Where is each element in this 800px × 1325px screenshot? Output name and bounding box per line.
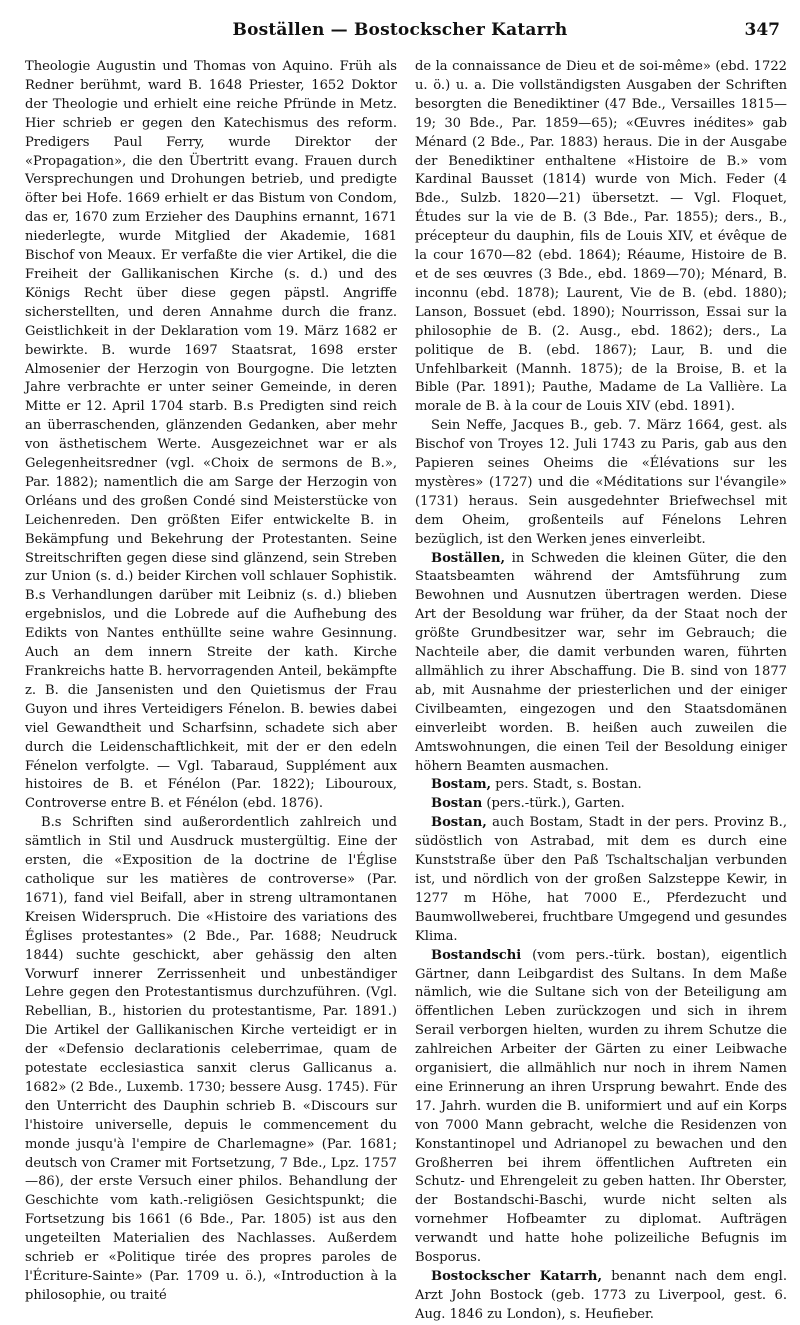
entry-headword: Bostan xyxy=(431,796,483,812)
entry-headword: Bostandschi xyxy=(431,947,522,963)
entry-bostaellen xyxy=(415,550,787,777)
entry-text: in Schweden die kleinen Güter, die den Staatsbeamten während der Amtsführung zum Bewohnen und Ausnutzen übertragen werden. Diese Art der Besoldung war früher, da der Staat noch der größte Grundbesitzer war, sehr im Gebrauch; die Nachteile aber, die damit verbunden waren, führten allmählich zu ihrer Abschaffung. Die B. sind von 1877 ab, mit Ausnahme der priesterlichen und der einiger Civilbeamten, eingezogen und den Staatsdomänen einverleibt worden. B. heißen auch zuweilen die Amtswohnungen, die einen Teil der Besoldung einiger höhern Beamten ausmachen. xyxy=(415,550,787,774)
entry-text: benannt nach dem engl. Arzt John Bostock (geb. 1773 zu Liverpool, gest. 6. Aug. 1846 zu London), s. Heufieber. xyxy=(415,1269,787,1322)
entry-headword: Bostockscher Katarrh, xyxy=(431,1269,603,1284)
paragraph-bossuet-biography: Theologie Augustin und Thomas von Aquino. Früh als Redner berühmt, ward B. 1648 Priester, 1652 Doktor der Theologie und erhielt eine reiche Pfründe in Metz. Hier schrieb er gegen den Katechismus des reform. Predigers Paul Ferry, wurde Direktor der «Propagation», die den Übertritt evang. Frauen durch Versprechungen und Drohungen betrieb, und predigte öfter bei Hofe. 1669 erhielt er das Bistum von Condom, das er, 1670 zum Erzieher des Dauphins ernannt, 1671 niederlegte, wurde Mitglied der Akademie, 1681 Bischof von Meaux. Er verfaßte die vier Artikel, die die Freiheit der Gallikanischen Kirche (s. d.) und des Königs Recht über diese gegen päpstl. Angriffe sicherstellten, und deren Annahme durch die franz. Geistlichkeit in der Deklaration vom 19. März 1682 er bewirkte. B. wurde 1697 Staatsrat, 1698 erster Almosenier der Herzogin von Bourgogne. Die letzten Jahre verbrachte er unter seiner Gemeinde, in deren Mitte er 12. April 1704 starb. B.s Predigten sind reich an überraschenden, glänzenden Gedanken, aber mehr von ästhetischem Werte. Ausgezeichnet war er als Gelegenheitsredner (vgl. «Choix de sermons de B.», Par. 1882); namentlich die am Sarge der Herzogin von Orléans und des großen Condé sind Meisterstücke von Leichenreden. Den größten Eifer entwickelte B. in Bekämpfung und Bekehrung der Protestanten. Seine Streitschriften gegen diese sind glänzend, sein Streben zur Union (s. d.) beider Kirchen voll schlauer Sophistik. B.s Verhandlungen darüber mit Leibniz (s. d.) blieben ergebnislos, und die Lobrede auf die Aufhebung des Edikts von Nantes enthüllte seine wahre Gesinnung. Auch an dem innern Streite der kath. Kirche Frankreichs hatte B. hervorragenden Anteil, bekämpfte z. B. die Jansenisten und den Quietismus der Frau Guyon und ihres Verteidigers Fénelon. B. bewies dabei viel Gewandtheit und Scharfsinn, schadete sich aber durch die Leidenschaftlichkeit, mit der er den edeln Fénelon verfolgte. — Vgl. Tabaraud, Supplément aux histoires de B. et Fénélon (Par. 1822); Libouroux, Controverse entre B. et Fénélon (ebd. 1876). xyxy=(25,59,397,812)
entry-headword: Boställen, xyxy=(431,550,506,566)
entry-bostandschi xyxy=(415,947,787,1268)
right-column xyxy=(415,58,787,1322)
entry-text: auch Bostam, Stadt in der pers. Provinz B., südöstlich von Astrabad, mit dem es durch eine Kunststraße über den Paß Tschaltschaljan verbunden ist, und nördlich von der großen Salzsteppe Kewir, in 1277 m Höhe, hat 7000 E., Pferdezucht und Baumwollweberei, fruchtbare Umgegend und gesundes Klima. xyxy=(415,815,787,944)
paragraph-bossuet-writings: B.s Schriften sind außerordentlich zahlreich und sämtlich in Stil und Ausdruck mustergültig. Eine der ersten, die «Exposition de la doctrine de l'Église catholique sur les matières de controverse» (Par. 1671), fand viel Beifall, aber in streng ultramontanen Kreisen Widerspruch. Die «Histoire des variations des Églises protestantes» (2 Bde., Par. 1688; Neudruck 1844) suchte geschickt, aber gehässig den alten Vorwurf innerer Zerrissenheit und unbeständiger Lehre gegen den Protestantismus durchzuführen. (Vgl. Rebellian, B., historien du protestantisme, Par. 1891.) Die Artikel der Gallikanischen Kirche verteidigt er in der «Defensio declarationis celeberrimae, quam de potestate ecclesiastica sanxit clerus Gallicanus a. 1682» (2 Bde., Luxemb. 1730; bessere Ausg. 1745). Für den Unterricht des Dauphin schrieb B. «Discours sur l'histoire universelle, depuis le commencement du monde jusqu'à l'empire de Charlemagne» (Par. 1681; deutsch von Cramer mit Fortsetzung, 7 Bde., Lpz. 1757—86), der erste Versuch einer philos. Behandlung der Geschichte vom kath.-religiösen Gesichtspunkt; die Fortsetzung bis 1661 (6 Bde., Par. 1805) ist aus den ungeteilten Materialien des Nachlasses. Außerdem schrieb er «Politique tirée des propres paroles de l'Écriture-Sainte» (Par. 1709 u. ö.), «Introduction à la philosophie, ou traité xyxy=(25,815,397,1303)
entry-bostan-garden xyxy=(415,795,787,814)
entry-bostan-city xyxy=(415,814,787,946)
entry-headword: Bostam, xyxy=(431,777,492,793)
running-head: Boställen — Bostockscher Katarrh xyxy=(232,20,568,40)
entry-text: (pers.-türk.), Garten. xyxy=(482,796,625,812)
left-column xyxy=(25,58,397,1303)
entry-headword: Bostan, xyxy=(431,815,487,831)
entry-bostockscher-katarrh xyxy=(415,1268,787,1325)
paragraph-bossuet-editions: de la connaissance de Dieu et de soi-même» (ebd. 1722 u. ö.) u. a. Die vollständigsten Ausgaben der Schriften besorgten die Benediktiner (47 Bde., Versailles 1815—19; 30 Bde., Par. 1859—65); «Œuvres inédites» gab Ménard (2 Bde., Par. 1883) heraus. Die in der Ausgabe der Benediktiner enthaltene «Histoire de B.» vom Kardinal Bausset (1814) wurde von Mich. Feder (4 Bde., Sulzb. 1820—21) übersetzt. — Vgl. Floquet, Études sur la vie de B. (3 Bde., Par. 1855); ders., B., précepteur du dauphin, fils de Louis XIV, et évêque de la cour 1670—82 (ebd. 1864); Réaume, Histoire de B. et de ses œuvres (3 Bde., ebd. 1869—70); Ménard, B. inconnu (ebd. 1878); Laurent, Vie de B. (ebd. 1880); Lanson, Bossuet (ebd. 1890); Nourrisson, Essai sur la philosophie de B. (2. Ausg., ebd. 1862); ders., La politique de B. (ebd. 1867); Laur, B. und die Unfehlbarkeit (Mannh. 1875); de la Broise, B. et la Bible (Par. 1891); Pauthe, Madame de La Vallière. La morale de B. à la cour de Louis XIV (ebd. 1891). xyxy=(415,59,787,415)
entry-bostam xyxy=(415,776,787,795)
page-number: 347 xyxy=(744,20,780,40)
entry-text: pers. Stadt, s. Bostan. xyxy=(491,777,642,793)
paragraph-jacques-bossuet: Sein Neffe, Jacques B., geb. 7. März 1664, gest. als Bischof von Troyes 12. Juli 1743 zu Paris, gab aus den Papieren seines Oheims die «Élévations sur les mystères» (1727) und die «Méditations sur l'évangile» (1731) heraus. Sein ausgedehnter Briefwechsel mit dem Oheim, großenteils auf Fénelons Lehren bezüglich, ist den Werken jenes einverleibt. xyxy=(415,418,787,547)
page-header xyxy=(20,10,780,50)
entry-text: (vom pers.-türk. bostan), eigentlich Gärtner, dann Leibgardist des Sultans. In dem Maße nämlich, wie die Sultane sich von der Beteiligung am öffentlichen Leben zurückzogen und sich in ihrem Serail verborgen hielten, wurden zu ihrem Schutze die zahlreichen Arbeiter der Gärten zu einer Leibwache organisiert, die allmählich nur noch in ihrem Namen eine Erinnerung an ihren Ursprung bewahrt. Ende des 17. Jahrh. wurden die B. uniformiert und auf ein Korps von 7000 Mann gebracht, welche die Residenzen von Konstantinopel und Adrianopel zu bewachen und den Großherren bei ihrem öffentlichen Auftreten ein Schutz- und Ehrengeleit zu geben hatten. Ihr Oberster, der Bostandschi-Baschi, wurde nicht selten als vornehmer Hofbeamter zu diplomat. Aufträgen verwandt und hatte hohe polizeiliche Befugnis im Bosporus. xyxy=(415,947,787,1266)
